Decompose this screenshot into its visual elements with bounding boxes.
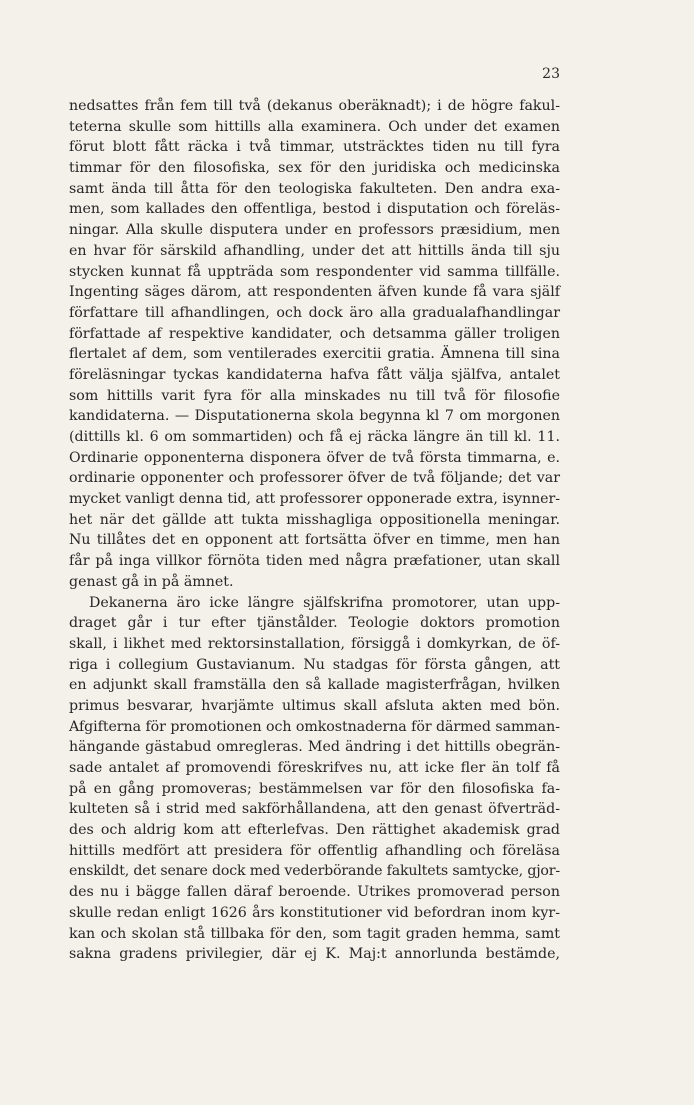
text-line: primus besvarar, hvarjämte ultimus skall afsluta akten med bön. <box>69 697 560 714</box>
text-line: timmar för den filosofiska, sex för den juridiska och medicinska <box>69 160 560 177</box>
text-line: kandidaterna. — Disputationerna skola begynna kl 7 om morgonen <box>69 408 560 425</box>
text-line: sakna gradens privilegier, där ej K. Maj:t annorlunda bestämde, <box>69 946 560 963</box>
page-number: 23 <box>542 66 560 82</box>
body-text <box>69 96 560 965</box>
text-line: författare till afhandlingen, och dock äro alla gradualafhandlingar <box>69 304 560 321</box>
text-line: ordinarie opponenter och professorer öfver de två följande; det var <box>69 470 560 487</box>
text-line: en adjunkt skall framställa den så kallade magisterfrågan, hvilken <box>69 677 560 694</box>
text-line: enskildt, det senare dock med vederbörande fakultets samtycke, gjor- <box>69 863 560 880</box>
text-line: des och aldrig kom att efterlefvas. Den rättighet akademisk grad <box>69 822 560 839</box>
text-line: men, som kallades den offentliga, bestod i disputation och föreläs- <box>69 201 560 218</box>
text-line: kan och skolan stå tillbaka för den, som tagit graden hemma, samt <box>69 925 560 942</box>
text-line: Ordinarie opponenterna disponera öfver de två första timmarna, e. <box>69 449 560 466</box>
text-line: Nu tillåtes det en opponent att fortsätta öfver en timme, men han <box>69 532 560 549</box>
text-line: draget går i tur efter tjänstålder. Teologie doktors promotion <box>69 615 560 632</box>
text-line: genast gå in på ämnet. <box>69 573 234 590</box>
text-line: sade antalet af promovendi föreskrifves nu, att icke fler än tolf få <box>69 760 560 776</box>
text-line: flertalet af dem, som ventilerades exercitii gratia. Ämnena till sina <box>69 346 560 363</box>
text-line: hängande gästabud omregleras. Med ändring i det hittills obegrän- <box>69 739 560 756</box>
text-line: hittills medfört att presidera för offentlig afhandling och föreläsa <box>69 842 560 859</box>
text-line: föreläsningar tyckas kandidaterna hafva fått välja själfva, antalet <box>69 366 560 383</box>
text-line: riga i collegium Gustavianum. Nu stadgas för första gången, att <box>69 656 560 673</box>
text-line: nedsattes från fem till två (dekanus oberäknadt); i de högre fakul- <box>69 98 560 114</box>
text-line: des nu i bägge fallen däraf beroende. Utrikes promoverad person <box>69 884 560 901</box>
text-line: mycket vanligt denna tid, att professorer opponerade extra, isynner- <box>69 491 560 508</box>
text-line: Ingenting säges därom, att respondenten äfven kunde få vara själf <box>69 284 560 301</box>
text-line: skulle redan enligt 1626 års konstitutioner vid befordran inom kyr- <box>69 904 560 921</box>
text-line: stycken kunnat få uppträda som respondenter vid samma tillfälle. <box>69 263 560 280</box>
text-line: skall, i likhet med rektorsinstallation, försiggå i domkyrkan, de öf- <box>69 635 560 652</box>
text-line: Afgifterna för promotionen och omkostnaderna för därmed samman- <box>69 718 560 735</box>
text-line: på en gång promoveras; bestämmelsen var för den filosofiska fa- <box>69 780 560 797</box>
text-line: som hittills varit fyra för alla minskades nu till två för filosofie <box>69 387 560 404</box>
text-line: får på inga villkor förnöta tiden med några præfationer, utan skall <box>69 553 560 570</box>
text-line: en hvar för särskild afhandling, under det att hittills ända till sju <box>69 242 560 259</box>
text-line: kulteten så i strid med sakförhållandena, att den genast öfverträd- <box>69 801 560 818</box>
text-line: förut blott fått räcka i två timmar, utsträcktes tiden nu till fyra <box>69 139 560 156</box>
text-line: teterna skulle som hittills alla examinera. Och under det examen <box>69 118 560 135</box>
text-line: Dekanerna äro icke längre själfskrifna promotorer, utan upp- <box>89 594 560 611</box>
text-line: het när det gällde att tukta misshagliga oppositionella meningar. <box>69 511 560 528</box>
text-line: samt ända till åtta för den teologiska fakulteten. Den andra exa- <box>69 180 560 197</box>
text-line: (dittills kl. 6 om sommartiden) och få ej räcka längre än till kl. 11. <box>69 429 560 445</box>
text-line: ningar. Alla skulle disputera under en professors præsidium, men <box>69 222 560 239</box>
text-line: författade af respektive kandidater, och detsamma gäller troligen <box>69 325 560 342</box>
